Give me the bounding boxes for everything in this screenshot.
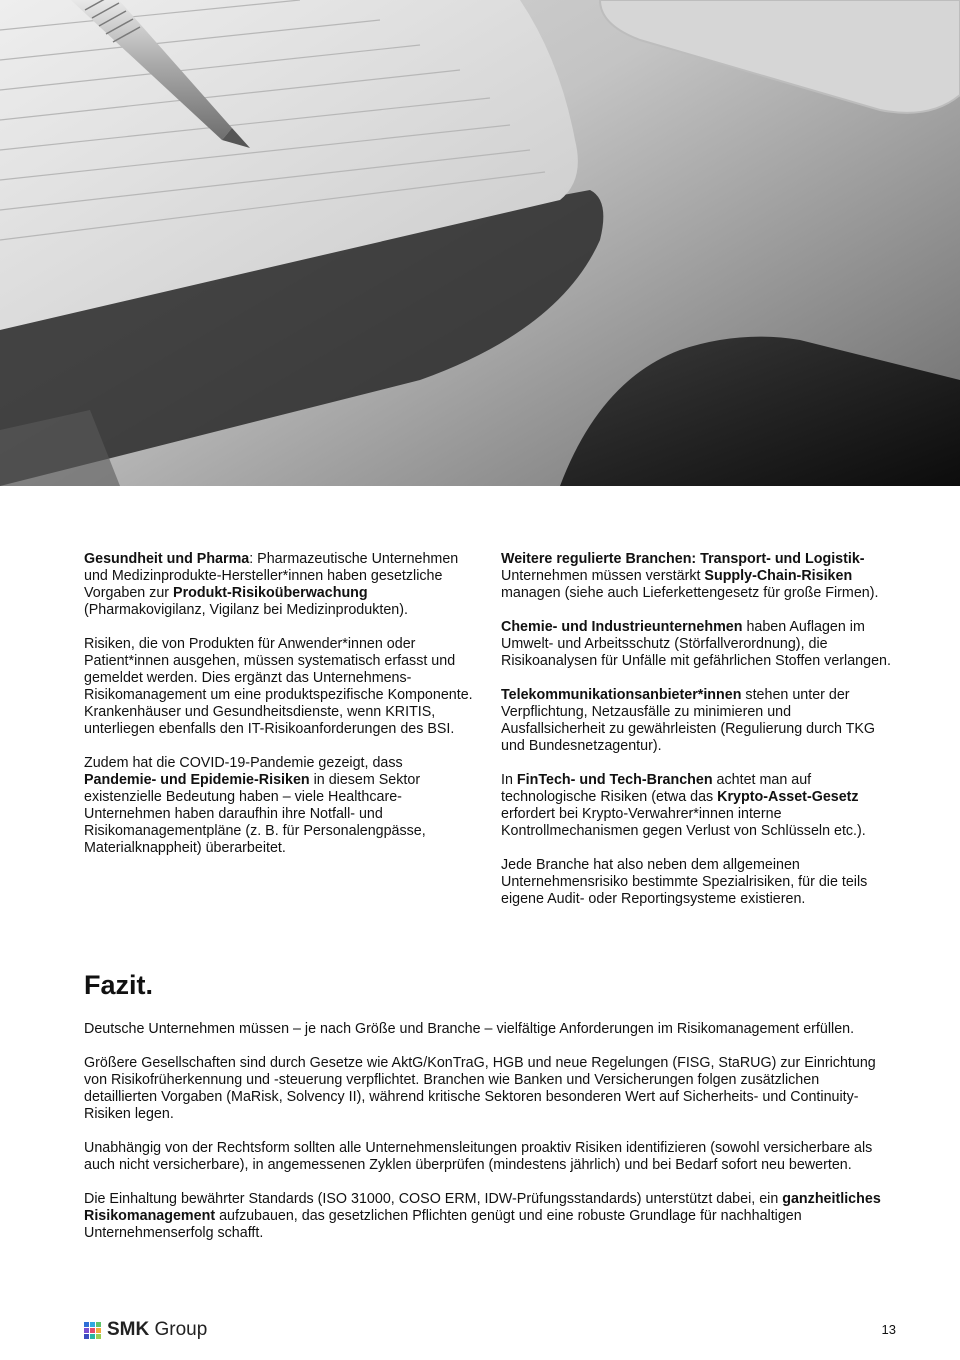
notebook-pen-illustration — [0, 0, 960, 486]
bold-term: Telekommunikationsanbieter*innen — [501, 687, 742, 703]
text-run: In — [501, 772, 517, 788]
regulated-industries-paragraph — [501, 551, 893, 602]
logo-square — [90, 1328, 95, 1333]
bold-term: Weitere regulierte Branchen: Transport- und Logistik- — [501, 551, 865, 567]
text-run: managen (siehe auch Lieferkettengesetz für große Firmen). — [501, 585, 879, 601]
text-run: Zudem hat die COVID-19-Pandemie gezeigt, dass — [84, 755, 403, 771]
text-run: stehen unter der Verpflichtung, Netzausfälle zu minimieren und Ausfallsicherheit zu gewährleisten (Regulierung durch TKG und Bundesnetzagentur). — [501, 687, 876, 754]
hero-photo — [0, 0, 960, 486]
logo-text — [107, 1318, 207, 1342]
fazit-paragraph-1: Deutsche Unternehmen müssen – je nach Größe und Branche – vielfältige Anforderungen im Risikomanagement erfüllen. — [84, 1021, 855, 1037]
bold-term: ganzheitliches Risikomanagement — [84, 1191, 881, 1224]
logo-square — [84, 1328, 89, 1333]
text-run: : Pharmazeutische Unternehmen und Medizinprodukte-Hersteller*innen haben gesetzliche Vorgaben zur — [84, 551, 459, 601]
logo-square — [90, 1334, 95, 1339]
fazit-paragraph-4 — [84, 1191, 884, 1242]
logo-grid-icon — [84, 1322, 101, 1339]
product-risk-paragraph: Risiken, die von Produkten für Anwender*innen oder Patient*innen ausgehen, müssen systematisch erfasst und gemeldet werden. Dies ergänzt das Unternehmens-Risikomanagement um eine produktspezifische Komponente. Krankenhäuser und Gesundheitsdienste, wenn KRITIS, unterliegen ebenfalls den IT-Risikoanforderungen des BSI. — [84, 636, 473, 737]
bold-term: Chemie- und Industrieunternehmen — [501, 619, 743, 635]
chemistry-paragraph — [501, 619, 893, 670]
bold-term: Produkt-Risikoüberwachung — [173, 585, 368, 601]
bold-term: Gesundheit und Pharma — [84, 551, 250, 567]
logo-square — [96, 1334, 101, 1339]
telecom-paragraph — [501, 687, 893, 755]
bold-term: Supply-Chain-Risiken — [704, 568, 853, 584]
text-run: Die Einhaltung bewährter Standards (ISO 31000, COSO ERM, IDW-Prüfungsstandards) unterstützt dabei, ein — [84, 1191, 783, 1207]
text-run: haben Auflagen im Umwelt- und Arbeitsschutz (Störfallverordnung), die Risikoanalysen für Unfälle mit gefährlichen Stoffen verlangen. — [501, 619, 891, 669]
logo-square — [96, 1322, 101, 1327]
text-run: erfordert bei Krypto-Verwahrer*innen interne Kontrollmechanismen gegen Verlust von Schlüsseln etc.). — [501, 806, 866, 839]
summary-industries-paragraph: Jede Branche hat also neben dem allgemeinen Unternehmensrisiko bestimmte Spezialrisiken, für die teils eigene Audit- oder Reportingsysteme existieren. — [501, 857, 868, 907]
logo-text-light: Group — [149, 1319, 208, 1340]
smk-group-logo — [84, 1318, 207, 1342]
left-column — [84, 551, 476, 857]
fazit-paragraph-3: Unabhängig von der Rechtsform sollten alle Unternehmensleitungen proaktiv Risiken identifizieren (sowohl versicherbare als auch nicht versicherbare), in angemessenen Zyklen überprüfen (mindestens jährlich) und bei Bedarf sofort neu bewerten. — [84, 1140, 873, 1173]
health-pharma-paragraph — [84, 551, 476, 619]
text-run: (Pharmakovigilanz, Vigilanz bei Medizinprodukten). — [84, 602, 408, 618]
fazit-paragraph-2: Größere Gesellschaften sind durch Gesetze wie AktG/KonTraG, HGB und neue Regelungen (FISG, StaRUG) zur Einrichtung von Risikofrüherkennung und -steuerung verpflichtet. Branchen wie Banken und Versicherungen folgen zusätzlichen detaillierten Vorgaben (MaRisk, Solvency II), während kritische Sektoren besonderen Wert auf Sicherheits- und Continuity-Risiken legen. — [84, 1055, 876, 1122]
bold-term: Pandemie- und Epidemie-Risiken — [84, 772, 310, 788]
logo-square — [84, 1322, 89, 1327]
text-run: achtet man auf technologische Risiken (etwa das — [501, 772, 812, 805]
fazit-body — [84, 1021, 884, 1259]
bold-term: Krypto-Asset-Gesetz — [717, 789, 859, 805]
fazit-heading: Fazit. — [84, 970, 154, 1000]
right-column — [501, 551, 893, 908]
logo-square — [96, 1328, 101, 1333]
fintech-paragraph — [501, 772, 893, 840]
text-run: Unternehmen müssen verstärkt — [501, 568, 705, 584]
text-run: in diesem Sektor existenzielle Bedeutung haben – viele Healthcare-Unternehmen haben daraufhin ihre Notfall- und Risikomanagementpläne (z. B. für Personalengpässe, Materialknappheit) überarbeitet. — [84, 772, 426, 856]
logo-text-strong: SMK — [107, 1319, 150, 1340]
logo-square — [84, 1334, 89, 1339]
logo-square — [90, 1322, 95, 1327]
page-number: 13 — [881, 1322, 896, 1337]
bold-term: FinTech- und Tech-Branchen — [516, 772, 713, 788]
pandemic-paragraph — [84, 755, 476, 857]
text-run: aufzubauen, das gesetzlichen Pflichten genügt und eine robuste Grundlage für nachhaltigen Unternehmenserfolg schafft. — [84, 1208, 802, 1241]
